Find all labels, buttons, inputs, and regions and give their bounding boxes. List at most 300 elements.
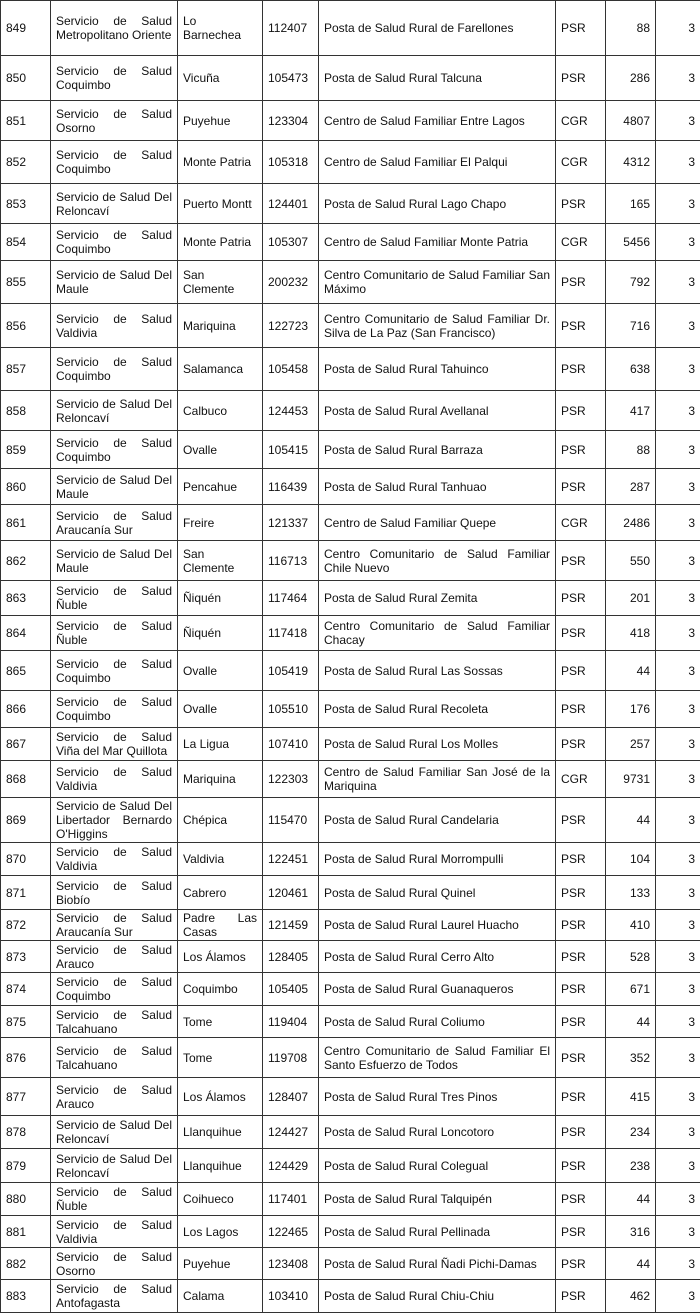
establishment-type-cell: PSR xyxy=(556,1078,606,1116)
row-number-cell: 859 xyxy=(1,431,51,469)
category-cell: 3 xyxy=(656,910,700,941)
population-cell: 44 xyxy=(606,1006,656,1038)
category-cell: 3 xyxy=(656,843,700,876)
establishment-name-cell: Posta de Salud Rural de Farellones xyxy=(319,1,556,56)
row-number-cell: 861 xyxy=(1,505,51,541)
population-cell: 671 xyxy=(606,973,656,1006)
establishment-type-cell: PSR xyxy=(556,691,606,728)
establishment-type-cell: PSR xyxy=(556,973,606,1006)
category-cell: 3 xyxy=(656,541,700,581)
commune-cell: Padre Las Casas xyxy=(178,910,263,941)
row-number-cell: 874 xyxy=(1,973,51,1006)
commune-cell: Ñiquén xyxy=(178,581,263,616)
establishment-name-cell: Centro de Salud Familiar San José de la Mariquina xyxy=(319,761,556,798)
row-number-cell: 857 xyxy=(1,348,51,391)
establishment-name-cell: Posta de Salud Rural Chiu-Chiu xyxy=(319,1280,556,1313)
table-row xyxy=(1,224,700,261)
establishment-name-cell: Posta de Salud Rural Morrompulli xyxy=(319,843,556,876)
establishment-type-cell: PSR xyxy=(556,1038,606,1078)
establishment-type-cell: PSR xyxy=(556,910,606,941)
population-cell: 88 xyxy=(606,1,656,56)
establishment-type-cell: PSR xyxy=(556,1116,606,1149)
establishment-type-cell: PSR xyxy=(556,1006,606,1038)
establishment-code-cell: 124453 xyxy=(263,391,319,431)
row-number-cell: 879 xyxy=(1,1149,51,1183)
establishment-type-cell: PSR xyxy=(556,941,606,973)
commune-cell: La Ligua xyxy=(178,728,263,761)
row-number-cell: 877 xyxy=(1,1078,51,1116)
establishment-name-cell: Posta de Salud Rural Tahuinco xyxy=(319,348,556,391)
commune-cell: Chépica xyxy=(178,798,263,843)
establishment-name-cell: Posta de Salud Rural Pellinada xyxy=(319,1216,556,1248)
commune-cell: Llanquihue xyxy=(178,1116,263,1149)
commune-cell: Ovalle xyxy=(178,691,263,728)
population-cell: 4312 xyxy=(606,141,656,184)
establishment-code-cell: 105405 xyxy=(263,973,319,1006)
table-row xyxy=(1,798,700,843)
table-row xyxy=(1,505,700,541)
table-row xyxy=(1,761,700,798)
category-cell: 3 xyxy=(656,391,700,431)
establishment-code-cell: 200232 xyxy=(263,261,319,304)
population-cell: 462 xyxy=(606,1280,656,1313)
health-service-cell: Servicio de Salud Osorno xyxy=(51,101,178,141)
health-service-cell: Servicio de Salud Arauco xyxy=(51,1078,178,1116)
row-number-cell: 851 xyxy=(1,101,51,141)
health-service-cell: Servicio de Salud Biobío xyxy=(51,876,178,910)
health-service-cell: Servicio de Salud Del Maule xyxy=(51,469,178,505)
row-number-cell: 850 xyxy=(1,56,51,101)
establishment-type-cell: PSR xyxy=(556,261,606,304)
establishment-type-cell: CGR xyxy=(556,761,606,798)
population-cell: 5456 xyxy=(606,224,656,261)
commune-cell: Monte Patria xyxy=(178,224,263,261)
table-row xyxy=(1,910,700,941)
establishment-code-cell: 105318 xyxy=(263,141,319,184)
table-row xyxy=(1,1006,700,1038)
health-service-cell: Servicio de Salud Del Reloncaví xyxy=(51,1149,178,1183)
establishment-name-cell: Posta de Salud Rural Quinel xyxy=(319,876,556,910)
table-row xyxy=(1,101,700,141)
establishment-code-cell: 119404 xyxy=(263,1006,319,1038)
row-number-cell: 852 xyxy=(1,141,51,184)
population-cell: 792 xyxy=(606,261,656,304)
commune-cell: San Clemente xyxy=(178,541,263,581)
establishment-code-cell: 124429 xyxy=(263,1149,319,1183)
health-service-cell: Servicio de Salud Coquimbo xyxy=(51,141,178,184)
category-cell: 3 xyxy=(656,973,700,1006)
establishment-code-cell: 122723 xyxy=(263,304,319,348)
table-row xyxy=(1,651,700,691)
establishment-name-cell: Centro Comunitario de Salud Familiar Dr. Silva de La Paz (San Francisco) xyxy=(319,304,556,348)
population-cell: 44 xyxy=(606,651,656,691)
commune-cell: Los Álamos xyxy=(178,1078,263,1116)
row-number-cell: 880 xyxy=(1,1183,51,1216)
establishment-type-cell: CGR xyxy=(556,505,606,541)
row-number-cell: 855 xyxy=(1,261,51,304)
population-cell: 352 xyxy=(606,1038,656,1078)
commune-cell: Ñiquén xyxy=(178,616,263,651)
health-service-cell: Servicio de Salud Coquimbo xyxy=(51,973,178,1006)
table-row xyxy=(1,1216,700,1248)
category-cell: 3 xyxy=(656,941,700,973)
table-row xyxy=(1,876,700,910)
population-cell: 2486 xyxy=(606,505,656,541)
health-service-cell: Servicio de Salud Del Maule xyxy=(51,261,178,304)
establishment-type-cell: PSR xyxy=(556,1248,606,1280)
establishment-code-cell: 128407 xyxy=(263,1078,319,1116)
commune-cell: Coihueco xyxy=(178,1183,263,1216)
table-row xyxy=(1,1038,700,1078)
establishment-code-cell: 117401 xyxy=(263,1183,319,1216)
table-row xyxy=(1,973,700,1006)
establishment-type-cell: PSR xyxy=(556,1149,606,1183)
population-cell: 4807 xyxy=(606,101,656,141)
establishment-code-cell: 105307 xyxy=(263,224,319,261)
commune-cell: Puerto Montt xyxy=(178,184,263,224)
table-row xyxy=(1,691,700,728)
row-number-cell: 853 xyxy=(1,184,51,224)
category-cell: 3 xyxy=(656,1280,700,1313)
establishment-name-cell: Centro Comunitario de Salud Familiar El Santo Esfuerzo de Todos xyxy=(319,1038,556,1078)
population-cell: 104 xyxy=(606,843,656,876)
commune-cell: Los Lagos xyxy=(178,1216,263,1248)
establishment-code-cell: 124427 xyxy=(263,1116,319,1149)
category-cell: 3 xyxy=(656,1248,700,1280)
category-cell: 3 xyxy=(656,1006,700,1038)
commune-cell: Pencahue xyxy=(178,469,263,505)
table-row xyxy=(1,391,700,431)
category-cell: 3 xyxy=(656,184,700,224)
establishment-name-cell: Centro de Salud Familiar Entre Lagos xyxy=(319,101,556,141)
row-number-cell: 863 xyxy=(1,581,51,616)
population-cell: 286 xyxy=(606,56,656,101)
establishment-name-cell: Posta de Salud Rural Ñadi Pichi-Damas xyxy=(319,1248,556,1280)
health-service-cell: Servicio de Salud Talcahuano xyxy=(51,1038,178,1078)
establishment-name-cell: Posta de Salud Rural Avellanal xyxy=(319,391,556,431)
row-number-cell: 873 xyxy=(1,941,51,973)
establishment-name-cell: Posta de Salud Rural Guanaqueros xyxy=(319,973,556,1006)
table-row xyxy=(1,56,700,101)
establishment-code-cell: 117464 xyxy=(263,581,319,616)
commune-cell: Calbuco xyxy=(178,391,263,431)
establishment-type-cell: CGR xyxy=(556,141,606,184)
population-cell: 550 xyxy=(606,541,656,581)
establishment-name-cell: Centro Comunitario de Salud Familiar Chile Nuevo xyxy=(319,541,556,581)
row-number-cell: 862 xyxy=(1,541,51,581)
establishment-name-cell: Centro Comunitario de Salud Familiar San Máximo xyxy=(319,261,556,304)
row-number-cell: 868 xyxy=(1,761,51,798)
establishment-code-cell: 128405 xyxy=(263,941,319,973)
establishment-name-cell: Centro de Salud Familiar Monte Patria xyxy=(319,224,556,261)
establishment-name-cell: Posta de Salud Rural Los Molles xyxy=(319,728,556,761)
health-service-cell: Servicio de Salud Arauco xyxy=(51,941,178,973)
category-cell: 3 xyxy=(656,469,700,505)
table-row xyxy=(1,469,700,505)
health-service-cell: Servicio de Salud Coquimbo xyxy=(51,431,178,469)
health-service-cell: Servicio de Salud Viña del Mar Quillota xyxy=(51,728,178,761)
establishment-code-cell: 119708 xyxy=(263,1038,319,1078)
establishment-type-cell: PSR xyxy=(556,876,606,910)
table-row xyxy=(1,616,700,651)
health-service-cell: Servicio de Salud Coquimbo xyxy=(51,691,178,728)
commune-cell: Vicuña xyxy=(178,56,263,101)
commune-cell: Mariquina xyxy=(178,761,263,798)
row-number-cell: 858 xyxy=(1,391,51,431)
population-cell: 418 xyxy=(606,616,656,651)
category-cell: 3 xyxy=(656,101,700,141)
establishment-name-cell: Posta de Salud Rural Cerro Alto xyxy=(319,941,556,973)
table-row xyxy=(1,261,700,304)
health-service-cell: Servicio de Salud Valdivia xyxy=(51,304,178,348)
row-number-cell: 870 xyxy=(1,843,51,876)
establishment-name-cell: Posta de Salud Rural Barraza xyxy=(319,431,556,469)
commune-cell: Cabrero xyxy=(178,876,263,910)
table-row xyxy=(1,541,700,581)
population-cell: 201 xyxy=(606,581,656,616)
commune-cell: Los Álamos xyxy=(178,941,263,973)
establishment-type-cell: PSR xyxy=(556,798,606,843)
establishment-type-cell: PSR xyxy=(556,728,606,761)
category-cell: 3 xyxy=(656,56,700,101)
population-cell: 88 xyxy=(606,431,656,469)
category-cell: 3 xyxy=(656,876,700,910)
population-cell: 638 xyxy=(606,348,656,391)
establishment-name-cell: Posta de Salud Rural Zemita xyxy=(319,581,556,616)
commune-cell: Ovalle xyxy=(178,651,263,691)
establishment-code-cell: 123304 xyxy=(263,101,319,141)
category-cell: 3 xyxy=(656,691,700,728)
category-cell: 3 xyxy=(656,141,700,184)
commune-cell: Puyehue xyxy=(178,1248,263,1280)
establishment-code-cell: 122303 xyxy=(263,761,319,798)
health-service-cell: Servicio de Salud Valdivia xyxy=(51,843,178,876)
health-service-cell: Servicio de Salud Osorno xyxy=(51,1248,178,1280)
establishment-type-cell: PSR xyxy=(556,56,606,101)
category-cell: 3 xyxy=(656,1,700,56)
row-number-cell: 878 xyxy=(1,1116,51,1149)
table-row xyxy=(1,1078,700,1116)
category-cell: 3 xyxy=(656,304,700,348)
establishment-name-cell: Posta de Salud Rural Colegual xyxy=(319,1149,556,1183)
commune-cell: Monte Patria xyxy=(178,141,263,184)
establishment-name-cell: Posta de Salud Rural Las Sossas xyxy=(319,651,556,691)
establishment-code-cell: 122451 xyxy=(263,843,319,876)
row-number-cell: 867 xyxy=(1,728,51,761)
row-number-cell: 860 xyxy=(1,469,51,505)
commune-cell: Tome xyxy=(178,1006,263,1038)
establishment-name-cell: Posta de Salud Rural Candelaria xyxy=(319,798,556,843)
population-cell: 44 xyxy=(606,1183,656,1216)
establishment-code-cell: 116713 xyxy=(263,541,319,581)
category-cell: 3 xyxy=(656,1183,700,1216)
establishment-name-cell: Centro de Salud Familiar Quepe xyxy=(319,505,556,541)
establishment-type-cell: PSR xyxy=(556,304,606,348)
population-cell: 716 xyxy=(606,304,656,348)
health-service-cell: Servicio de Salud Del Reloncaví xyxy=(51,184,178,224)
health-service-cell: Servicio de Salud Talcahuano xyxy=(51,1006,178,1038)
population-cell: 44 xyxy=(606,1248,656,1280)
establishment-name-cell: Posta de Salud Rural Recoleta xyxy=(319,691,556,728)
establishment-name-cell: Posta de Salud Rural Tres Pinos xyxy=(319,1078,556,1116)
establishment-code-cell: 105419 xyxy=(263,651,319,691)
establishment-name-cell: Posta de Salud Rural Coliumo xyxy=(319,1006,556,1038)
establishment-type-cell: CGR xyxy=(556,224,606,261)
commune-cell: San Clemente xyxy=(178,261,263,304)
table-row xyxy=(1,581,700,616)
category-cell: 3 xyxy=(656,505,700,541)
population-cell: 287 xyxy=(606,469,656,505)
table-row xyxy=(1,1183,700,1216)
row-number-cell: 854 xyxy=(1,224,51,261)
commune-cell: Valdivia xyxy=(178,843,263,876)
establishment-code-cell: 112407 xyxy=(263,1,319,56)
commune-cell: Tome xyxy=(178,1038,263,1078)
commune-cell: Ovalle xyxy=(178,431,263,469)
health-service-cell: Servicio de Salud Del Reloncaví xyxy=(51,1116,178,1149)
health-service-cell: Servicio de Salud Del Maule xyxy=(51,541,178,581)
population-cell: 528 xyxy=(606,941,656,973)
population-cell: 133 xyxy=(606,876,656,910)
commune-cell: Calama xyxy=(178,1280,263,1313)
category-cell: 3 xyxy=(656,761,700,798)
commune-cell: Llanquihue xyxy=(178,1149,263,1183)
establishment-name-cell: Posta de Salud Rural Talquipén xyxy=(319,1183,556,1216)
row-number-cell: 865 xyxy=(1,651,51,691)
population-cell: 316 xyxy=(606,1216,656,1248)
establishment-code-cell: 103410 xyxy=(263,1280,319,1313)
row-number-cell: 871 xyxy=(1,876,51,910)
health-service-cell: Servicio de Salud Ñuble xyxy=(51,1183,178,1216)
health-service-cell: Servicio de Salud Valdivia xyxy=(51,761,178,798)
establishment-type-cell: PSR xyxy=(556,1280,606,1313)
table-row xyxy=(1,1280,700,1313)
population-cell: 9731 xyxy=(606,761,656,798)
health-service-cell: Servicio de Salud Del Libertador Bernardo O'Higgins xyxy=(51,798,178,843)
establishment-name-cell: Posta de Salud Rural Loncotoro xyxy=(319,1116,556,1149)
population-cell: 165 xyxy=(606,184,656,224)
category-cell: 3 xyxy=(656,1116,700,1149)
category-cell: 3 xyxy=(656,348,700,391)
health-service-cell: Servicio de Salud Araucanía Sur xyxy=(51,505,178,541)
category-cell: 3 xyxy=(656,261,700,304)
category-cell: 3 xyxy=(656,728,700,761)
establishment-code-cell: 105458 xyxy=(263,348,319,391)
commune-cell: Mariquina xyxy=(178,304,263,348)
table-row xyxy=(1,941,700,973)
establishment-name-cell: Posta de Salud Rural Laurel Huacho xyxy=(319,910,556,941)
row-number-cell: 856 xyxy=(1,304,51,348)
table-row xyxy=(1,141,700,184)
health-service-cell: Servicio de Salud Metropolitano Oriente xyxy=(51,1,178,56)
establishment-code-cell: 105510 xyxy=(263,691,319,728)
establishment-code-cell: 121459 xyxy=(263,910,319,941)
health-service-cell: Servicio de Salud Coquimbo xyxy=(51,651,178,691)
health-service-cell: Servicio de Salud Del Reloncaví xyxy=(51,391,178,431)
row-number-cell: 876 xyxy=(1,1038,51,1078)
table-row xyxy=(1,304,700,348)
table-row xyxy=(1,1248,700,1280)
establishment-name-cell: Posta de Salud Rural Talcuna xyxy=(319,56,556,101)
commune-cell: Freire xyxy=(178,505,263,541)
establishment-type-cell: PSR xyxy=(556,391,606,431)
table-row xyxy=(1,1116,700,1149)
table-body xyxy=(1,1,700,1313)
category-cell: 3 xyxy=(656,581,700,616)
commune-cell: Puyehue xyxy=(178,101,263,141)
health-service-cell: Servicio de Salud Ñuble xyxy=(51,616,178,651)
commune-cell: Salamanca xyxy=(178,348,263,391)
establishment-name-cell: Posta de Salud Rural Tanhuao xyxy=(319,469,556,505)
row-number-cell: 866 xyxy=(1,691,51,728)
table-row xyxy=(1,728,700,761)
establishment-code-cell: 105473 xyxy=(263,56,319,101)
row-number-cell: 872 xyxy=(1,910,51,941)
category-cell: 3 xyxy=(656,1038,700,1078)
establishment-code-cell: 120461 xyxy=(263,876,319,910)
establishment-type-cell: PSR xyxy=(556,469,606,505)
establishment-type-cell: PSR xyxy=(556,431,606,469)
category-cell: 3 xyxy=(656,651,700,691)
population-cell: 234 xyxy=(606,1116,656,1149)
row-number-cell: 882 xyxy=(1,1248,51,1280)
population-cell: 410 xyxy=(606,910,656,941)
health-service-cell: Servicio de Salud Araucanía Sur xyxy=(51,910,178,941)
health-service-cell: Servicio de Salud Coquimbo xyxy=(51,56,178,101)
population-cell: 417 xyxy=(606,391,656,431)
establishment-name-cell: Posta de Salud Rural Lago Chapo xyxy=(319,184,556,224)
establishment-name-cell: Centro de Salud Familiar El Palqui xyxy=(319,141,556,184)
establishment-type-cell: PSR xyxy=(556,581,606,616)
health-service-cell: Servicio de Salud Coquimbo xyxy=(51,224,178,261)
establishment-type-cell: CGR xyxy=(556,101,606,141)
establishment-code-cell: 124401 xyxy=(263,184,319,224)
establishment-type-cell: PSR xyxy=(556,541,606,581)
establishment-code-cell: 105415 xyxy=(263,431,319,469)
establishment-type-cell: PSR xyxy=(556,651,606,691)
establishment-code-cell: 107410 xyxy=(263,728,319,761)
row-number-cell: 875 xyxy=(1,1006,51,1038)
establishment-name-cell: Centro Comunitario de Salud Familiar Chacay xyxy=(319,616,556,651)
row-number-cell: 849 xyxy=(1,1,51,56)
establishment-type-cell: PSR xyxy=(556,348,606,391)
establishment-type-cell: PSR xyxy=(556,616,606,651)
category-cell: 3 xyxy=(656,616,700,651)
establishment-code-cell: 116439 xyxy=(263,469,319,505)
establishment-code-cell: 122465 xyxy=(263,1216,319,1248)
table-row xyxy=(1,184,700,224)
establishment-type-cell: PSR xyxy=(556,1,606,56)
table-row xyxy=(1,1149,700,1183)
population-cell: 238 xyxy=(606,1149,656,1183)
row-number-cell: 869 xyxy=(1,798,51,843)
category-cell: 3 xyxy=(656,431,700,469)
health-service-cell: Servicio de Salud Antofagasta xyxy=(51,1280,178,1313)
category-cell: 3 xyxy=(656,1216,700,1248)
commune-cell: Lo Barnechea xyxy=(178,1,263,56)
commune-cell: Coquimbo xyxy=(178,973,263,1006)
establishment-type-cell: PSR xyxy=(556,1183,606,1216)
establishment-type-cell: PSR xyxy=(556,1216,606,1248)
health-service-cell: Servicio de Salud Valdivia xyxy=(51,1216,178,1248)
establishment-type-cell: PSR xyxy=(556,843,606,876)
table-row xyxy=(1,843,700,876)
establishment-code-cell: 117418 xyxy=(263,616,319,651)
table-row xyxy=(1,348,700,391)
population-cell: 44 xyxy=(606,798,656,843)
row-number-cell: 883 xyxy=(1,1280,51,1313)
population-cell: 415 xyxy=(606,1078,656,1116)
